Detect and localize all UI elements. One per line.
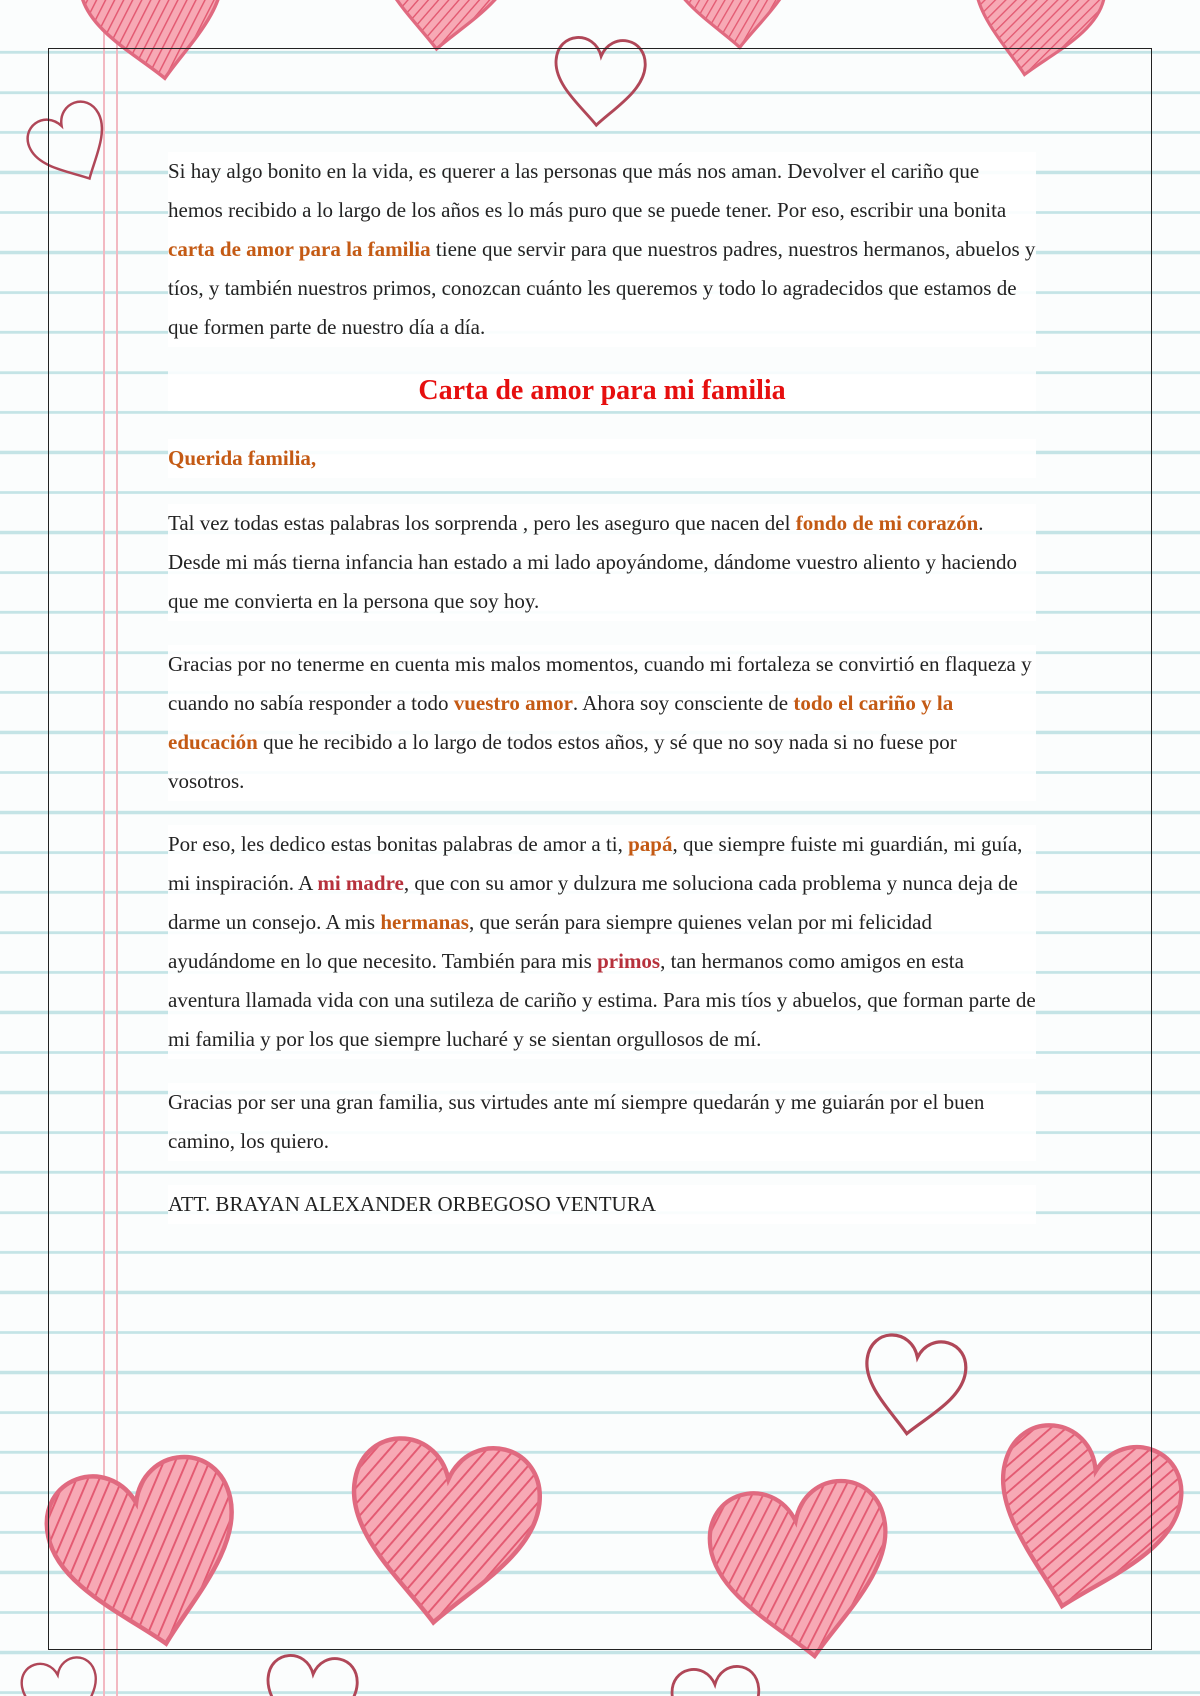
paragraph-4: Gracias por ser una gran familia, sus virtudes ante mí siempre quedarán y me guiarán por el buen camino, los quiero. [168, 1083, 1036, 1161]
heart-outline-icon [264, 1654, 359, 1696]
highlight-text: mi madre [317, 871, 404, 895]
paragraph-3: Por eso, les dedico estas bonitas palabras de amor a ti, papá, que siempre fuiste mi guardián, mi guía, mi inspiración. A mi madre, que con su amor y dulzura me soluciona cada problema y nunca deja de darme un consejo. A mis hermanas, que serán para siempre quienes velan por mi felicidad ayudándome en lo que necesito. También para mis primos, tan hermanos como amigos en esta aventura llamada vida con una sutileza de cariño y estima. Para mis tíos y abuelos, que forman parte de mi familia y por los que siempre lucharé y se sientan orgullosos de mí. [168, 825, 1036, 1059]
paragraph-1: Tal vez todas estas palabras los sorprenda , pero les aseguro que nacen del fondo de mi corazón. Desde mi más tierna infancia han estado a mi lado apoyándome, dándome vuestro aliento y haciendo que me convierta en la persona que soy hoy. [168, 504, 1036, 621]
heart-outline-icon [19, 1654, 105, 1696]
paragraph-2: Gracias por no tenerme en cuenta mis malos momentos, cuando mi fortaleza se convirtió en flaqueza y cuando no sabía responder a todo vuestro amor. Ahora soy consciente de todo el cariño y la educación que he recibido a lo largo de todos estos años, y sé que no soy nada si no fuese por vosotros. [168, 645, 1036, 801]
highlight-text: primos [597, 949, 661, 973]
letter-title: Carta de amor para mi familia [168, 371, 1036, 411]
greeting: Querida familia, [168, 439, 1036, 478]
signature: ATT. BRAYAN ALEXANDER ORBEGOSO VENTURA [168, 1185, 1036, 1224]
heart-icon [664, 0, 805, 53]
letter-body [168, 152, 1036, 1224]
highlight-text: papá [628, 832, 673, 856]
intro-paragraph: Si hay algo bonito en la vida, es querer a las personas que más nos aman. Devolver el cariño que hemos recibido a lo largo de los años es lo más puro que se puede tener. Por eso, escribir una bonita carta de amor para la familia tiene que servir para que nuestros padres, nuestros hermanos, abuelos y tíos, y también nuestros primos, conozcan cuánto les queremos y todo lo agradecidos que estamos de que formen parte de nuestro día a día. [168, 152, 1036, 347]
highlight-text: fondo de mi corazón [795, 511, 979, 535]
highlight-link: carta de amor para la familia [168, 237, 431, 261]
highlight-text: hermanas [380, 910, 469, 934]
highlight-text: vuestro amor [453, 691, 573, 715]
highlight-text: todo el cariño y la educación [168, 691, 954, 754]
heart-outline-icon [670, 1665, 762, 1696]
